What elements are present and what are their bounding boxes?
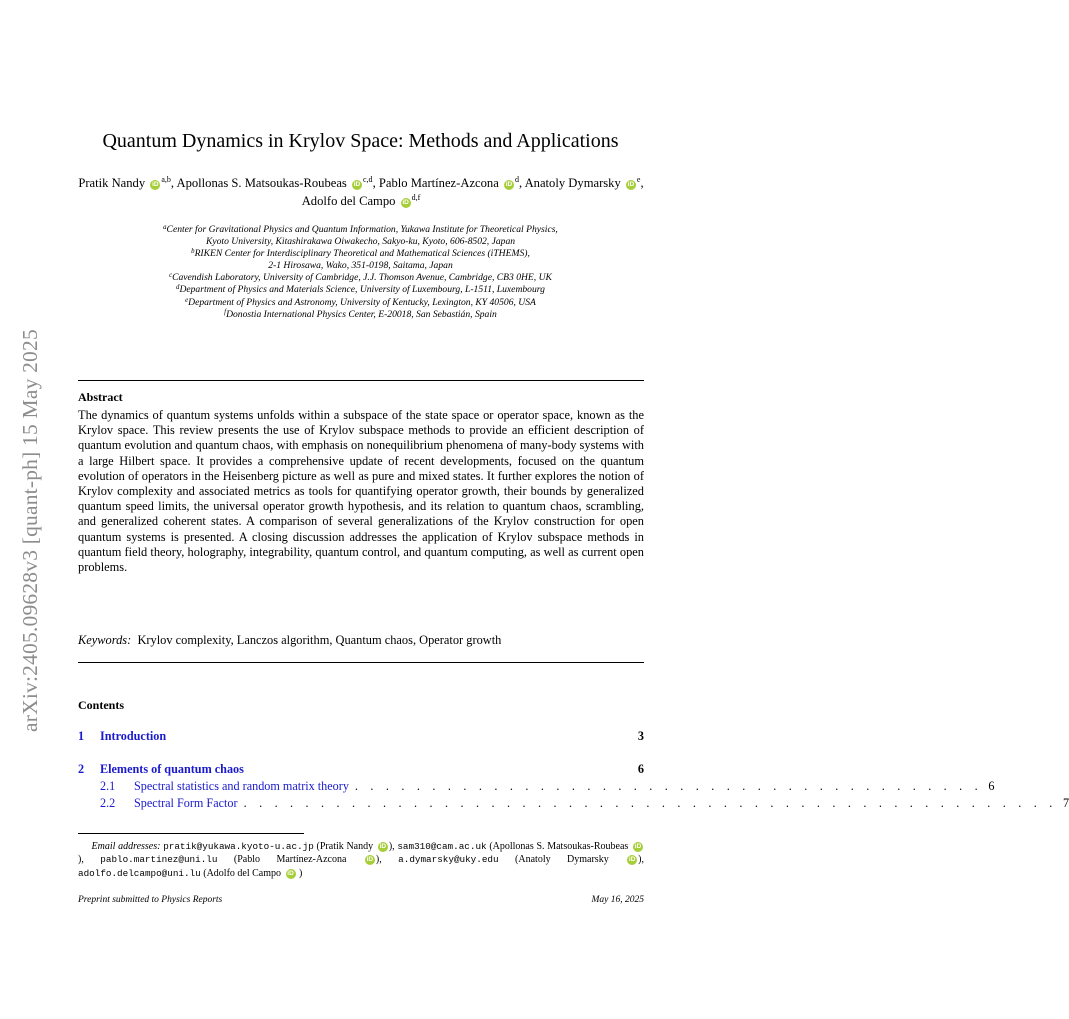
orcid-icon[interactable]: iD bbox=[366, 856, 374, 864]
author-name: Pratik Nandy bbox=[78, 176, 146, 190]
toc-number: 2.1 bbox=[100, 779, 116, 793]
email-footnote bbox=[78, 840, 644, 880]
affiliation-mark: d bbox=[176, 284, 180, 292]
abstract-bottom-rule bbox=[78, 662, 644, 663]
affiliation-mark: f bbox=[224, 308, 227, 316]
footnote-rule bbox=[78, 833, 304, 834]
email-owner: (Pratik Nandy bbox=[316, 841, 374, 852]
affiliation-b-cont bbox=[60, 260, 661, 272]
orcid-icon[interactable]: iD bbox=[287, 869, 294, 877]
orcid-icon[interactable]: iD bbox=[628, 856, 636, 864]
affiliation-list bbox=[60, 224, 661, 321]
email-link[interactable]: adolfo.delcampo@uni.lu bbox=[78, 867, 201, 879]
email-owner: (Adolfo del Campo bbox=[203, 867, 282, 879]
toc-page-number: 3 bbox=[637, 729, 644, 743]
email-separator: ), bbox=[375, 854, 399, 866]
author-name: Adolfo del Campo bbox=[301, 194, 396, 208]
orcid-icon[interactable]: iD bbox=[353, 181, 361, 188]
paper-title: Quantum Dynamics in Krylov Space: Methods and Applications bbox=[102, 130, 619, 152]
keywords bbox=[78, 633, 501, 648]
affiliation-line: RIKEN Center for Interdisciplinary Theoretical and Mathematical Sciences (iTHEMS), bbox=[194, 248, 530, 260]
author-affiliation-marks: d,f bbox=[411, 193, 421, 202]
author-affiliation-marks: e bbox=[636, 175, 641, 184]
author-affiliation-marks: a,b bbox=[161, 175, 171, 184]
abstract-text: The dynamics of quantum systems unfolds within a subspace of the state space or operator space, known as the Krylov space. This review presents the use of Krylov subspace methods to provide an efficient description of quantum evolution and quantum chaos, with emphasis on nonequilibrium phenomena of many-body systems with a large Hilbert space. It provides a comprehensive update of recent developments, focused on the quantum evolution of operators in the Heisenberg picture as well as pure and mixed states. It further explores the notion of Krylov complexity and associated metrics as tools for quantifying operator growth, their bounds by generalized quantum speed limits, the universal operator growth hypothesis, and its relation to quantum chaos, scrambling, and generalized coherent states. A comparison of several generalizations of the Krylov construction for open quantum systems is presented. A closing discussion addresses the application of Krylov subspace methods in quantum field theory, holography, integrability, quantum control, and quantum computing, as well as current open problems. bbox=[78, 408, 644, 575]
abstract-top-rule bbox=[78, 380, 644, 381]
author-name: Pablo Martínez-Azcona bbox=[378, 176, 499, 190]
affiliation-a bbox=[60, 224, 661, 236]
email-owner: (Apollonas S. Matsoukas-Roubeas bbox=[489, 841, 629, 852]
orcid-icon[interactable]: iD bbox=[152, 181, 159, 188]
affiliation-mark: a bbox=[163, 224, 167, 231]
author-separator: , bbox=[518, 176, 525, 190]
affiliation-mark: b bbox=[191, 248, 195, 256]
abstract-heading: Abstract bbox=[78, 390, 123, 404]
orcid-icon[interactable]: iD bbox=[402, 199, 409, 206]
affiliation-line: Donostia International Physics Center, E-20018, San Sebastián, Spain bbox=[226, 308, 497, 320]
affiliation-b bbox=[60, 248, 661, 260]
toc-number: 2 bbox=[78, 762, 85, 776]
affiliation-d bbox=[60, 284, 661, 296]
orcid-icon[interactable]: iD bbox=[505, 181, 513, 188]
toc-page-number: 7 bbox=[1063, 796, 1069, 810]
affiliation-mark: e bbox=[185, 296, 189, 304]
author-separator: , bbox=[640, 176, 644, 190]
arxiv-identifier-stamp: arXiv:2405.09628v3 [quant-ph] 15 May 2025 bbox=[18, 329, 42, 732]
toc-dot-leader: . . . . . . . . . . . . . . . . . . . . . . . . . . . . . . . . . . . . . . . . . bbox=[354, 779, 983, 793]
affiliation-f bbox=[60, 309, 661, 321]
author-affiliation-marks: c,d bbox=[363, 175, 373, 184]
toc-dot-leader: . . . . . . . . . . . . . . . . . . . . . . . . . . . . . . . . . . . . . . . . . . . . . . . . . . . . . bbox=[243, 796, 1057, 810]
email-separator: ), bbox=[388, 841, 398, 852]
email-owner: (Anatoly Dymarsky bbox=[515, 854, 609, 866]
email-separator: ) bbox=[296, 867, 303, 879]
toc-entry-spectral-form-factor[interactable] bbox=[78, 796, 1069, 811]
toc-link[interactable]: Elements of quantum chaos bbox=[100, 762, 244, 776]
email-owner: (Pablo Martínez-Azcona bbox=[233, 854, 347, 866]
preprint-note: Preprint submitted to Physics Reports bbox=[78, 895, 223, 905]
email-link[interactable]: a.dymarsky@uky.edu bbox=[398, 854, 499, 866]
email-link[interactable]: sam310@cam.ac.uk bbox=[397, 841, 487, 852]
author-separator: , bbox=[372, 176, 379, 190]
affiliation-line: 2-1 Hirosawa, Wako, 351-0198, Saitama, Japan bbox=[268, 260, 453, 272]
affiliation-e bbox=[60, 297, 661, 309]
orcid-icon[interactable]: iD bbox=[627, 181, 635, 188]
toc-link[interactable]: Introduction bbox=[100, 729, 167, 743]
email-link[interactable]: pratik@yukawa.kyoto-u.ac.jp bbox=[163, 841, 314, 852]
author-name: Anatoly Dymarsky bbox=[524, 176, 621, 190]
contents-heading: Contents bbox=[78, 698, 125, 712]
toc-page-number: 6 bbox=[637, 762, 644, 776]
email-separator: ), bbox=[78, 854, 101, 866]
email-label: Email addresses: bbox=[91, 841, 161, 852]
affiliation-line: Center for Gravitational Physics and Quantum Information, Yukawa Institute for Theoretical Physics, bbox=[166, 224, 558, 235]
toc-link[interactable]: Spectral statistics and random matrix theory bbox=[134, 779, 349, 793]
affiliation-mark: c bbox=[169, 272, 173, 280]
toc-number: 2.2 bbox=[100, 796, 116, 810]
toc-entry-introduction[interactable] bbox=[78, 729, 644, 744]
affiliation-line: Cavendish Laboratory, University of Cambridge, J.J. Thomson Avenue, Cambridge, CB3 0HE, UK bbox=[172, 272, 552, 284]
email-link[interactable]: pablo.martinez@uni.lu bbox=[100, 854, 218, 866]
orcid-icon[interactable]: iD bbox=[634, 843, 642, 850]
toc-entry-spectral-statistics[interactable] bbox=[78, 779, 995, 794]
affiliation-line: Kyoto University, Kitashirakawa Oiwakecho, Sakyo-ku, Kyoto, 606-8502, Japan bbox=[205, 236, 516, 248]
orcid-icon[interactable]: iD bbox=[379, 843, 387, 850]
affiliation-a-cont bbox=[60, 236, 661, 248]
keywords-label: Keywords: bbox=[78, 633, 132, 647]
affiliation-c bbox=[60, 272, 661, 284]
author-affiliation-marks: d bbox=[514, 175, 519, 184]
affiliation-line: Department of Physics and Materials Science, University of Luxembourg, L-1511, Luxembourg bbox=[179, 284, 545, 296]
toc-page-number: 6 bbox=[988, 779, 995, 793]
affiliation-line: Department of Physics and Astronomy, University of Kentucky, Lexington, KY 40506, USA bbox=[188, 296, 536, 308]
author-list bbox=[78, 174, 644, 210]
email-separator: ), bbox=[638, 854, 644, 866]
toc-link[interactable]: Spectral Form Factor bbox=[134, 796, 238, 810]
toc-number: 1 bbox=[78, 729, 85, 743]
preprint-date: May 16, 2025 bbox=[591, 895, 644, 905]
author-name: Apollonas S. Matsoukas-Roubeas bbox=[176, 176, 347, 190]
keywords-text: Krylov complexity, Lanczos algorithm, Quantum chaos, Operator growth bbox=[137, 633, 502, 647]
toc-entry-elements-of-quantum-chaos[interactable] bbox=[78, 762, 644, 777]
author-separator: , bbox=[170, 176, 177, 190]
